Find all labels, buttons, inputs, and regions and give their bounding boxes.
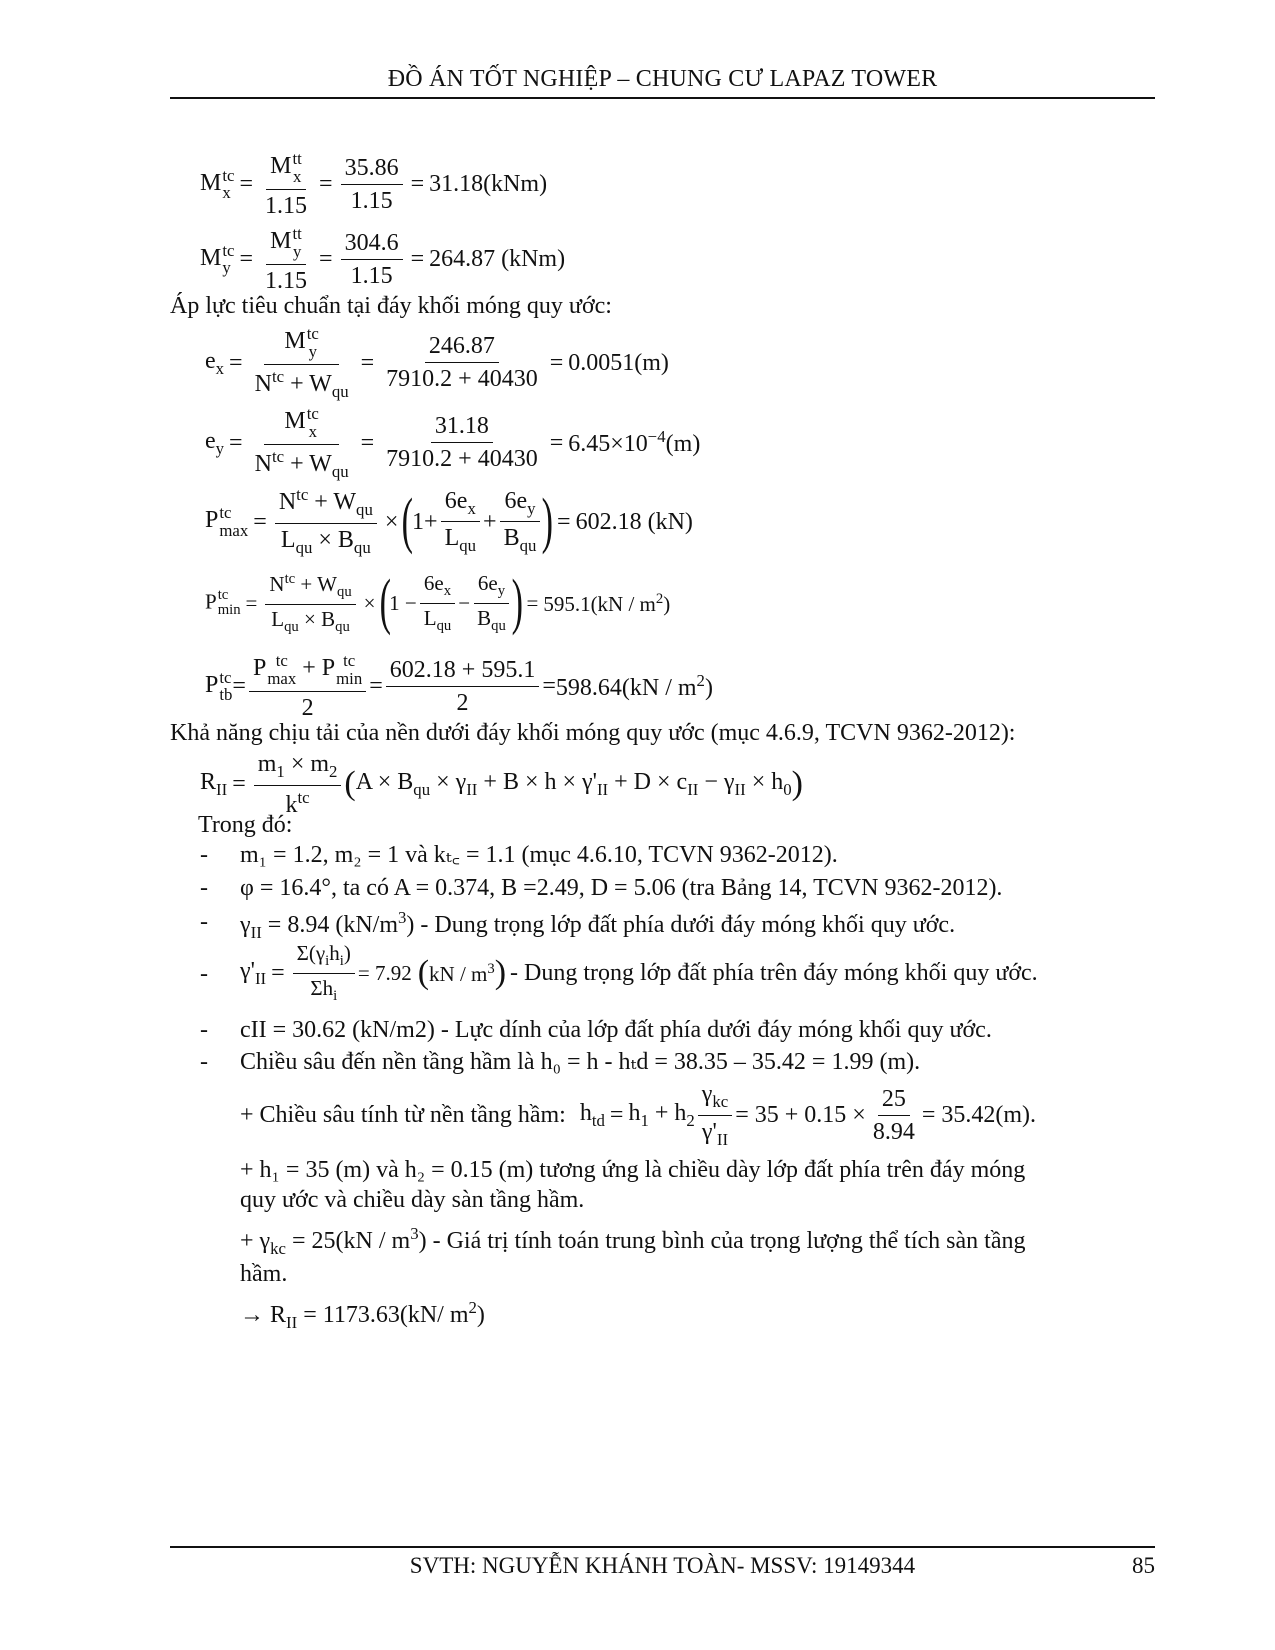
bullet-dash: - (200, 875, 208, 901)
bullet-dash: - (200, 909, 208, 935)
bullet-basement-depth: Chiều sâu đến nền tầng hầm là h₀ = h - hₜd = 38.35 – 35.42 = 1.99 (m). (240, 1049, 921, 1075)
equation-pmin: P tc min = $N^{tc} + W_{qu}$ $L_{qu} \times B_{qu}$ × ( 1 − $6e_x$ $L_{qu}$ − $6e_y$ $B_{qu}$ ) = $595.1(kN / m^2)$ (205, 568, 671, 637)
bullet-dash: - (200, 961, 208, 987)
equation-ptb: P tc tb = P tc max + P tc min 2 = $\frac{602.18 + 595.1}{2}$ = $598.64(kN / m^2)$ (205, 651, 713, 722)
bullet-unit-weight-below: $\gamma_{II} = 8.94$ $(kN/m^3)$ - Dung trọng lớp đất phía dưới đáy móng khối quy ước. (240, 908, 956, 942)
page-header: ĐỒ ÁN TỐT NGHIỆP – CHUNG CƯ LAPAZ TOWER (387, 66, 938, 92)
header-rule (170, 97, 1155, 99)
gamma-kc-text-line2: hầm. (240, 1261, 288, 1287)
final-result-rii: → $R_{II} = 1173.63(kN/$ $m^2$) (240, 1298, 485, 1332)
footer-student-info: SVTH: NGUYỄN KHÁNH TOÀN- MSSV: 19149344 (409, 1553, 916, 1578)
capacity-intro-text: Khả năng chịu tải của nền dưới đáy khối móng quy ước (mục 4.6.9, TCVN 9362-2012): (170, 720, 1016, 746)
bullet-dash: - (200, 842, 208, 868)
equation-htd: + Chiều sâu tính từ nền tầng hầm: $h_{td}$ = $h_1 + h_2$ $\gamma_{kc}$ $\gamma'_{II}$ = 35 + 0.15 × $\frac{25}{8.94}$ = 35.42(m). (240, 1081, 1037, 1149)
equation-ey: $e_y$ = M tc x $N^{tc} + W_{qu}$ = $\frac{31.18}{7910.2 + 40430}$ = $6.45\times 10^{-4}(m)$ (205, 404, 701, 482)
footer-rule (170, 1546, 1155, 1548)
bullet-unit-weight-above: $\gamma'_{II}$ = $\Sigma(\gamma_ih_i)$ $\Sigma h_i$ = 7.92 ( kN / $m^3$ ) - Dung trọng lớp đất phía trên đáy móng khối quy ước. (240, 941, 1038, 1005)
bullet-dash: - (200, 1049, 208, 1075)
bullet-m-coefficients: m₁ = 1.2, m₂ = 1 và kₜ꜀ = 1.1 (mục 4.6.10, TCVN 9362-2012). (240, 842, 838, 868)
equation-mx: M tc x = M tt x 1.15 = $\frac{35.86}{1.15}$ = 31.18(kNm) (200, 149, 548, 220)
equation-ex: $e_x$ = M tc y $N^{tc} + W_{qu}$ = $\frac{246.87}{7910.2 + 40430}$ = 0.0051(m) (205, 324, 669, 402)
where-label: Trong đó: (198, 812, 293, 838)
page-number: 85 (1132, 1553, 1155, 1578)
pressure-intro-text: Áp lực tiêu chuẩn tại đáy khối móng quy ước: (170, 293, 612, 319)
equation-pmax: P tc max = $N^{tc} + W_{qu}$ $L_{qu} \times B_{qu}$ × ( 1+ $6e_x$ $L_{qu}$ + $6e_y$ $B_{qu}$ ) = 602.18 (kN) (205, 485, 693, 557)
bullet-friction-angle: φ = 16.4°, ta có A = 0.374, B =2.49, D = 5.06 (tra Bảng 14, TCVN 9362-2012). (240, 875, 1003, 901)
equation-rii-formula: $R_{II}$ = $m_1 \times m_2$ $k^{tc}$ ( $A \times B_{qu} \times \gamma_{II} + B \times h \times \gamma'_{II} + D \times c_{II} - \gamma_{II} \times h_0$ ) (200, 751, 803, 818)
bullet-cohesion: cII = 30.62 (kN/m2) - Lực dính của lớp đất phía dưới đáy móng khối quy ước. (240, 1017, 992, 1043)
h1-h2-text-line2: quy ước và chiều dày sàn tầng hầm. (240, 1187, 585, 1213)
h1-h2-text-line1: + h₁ = 35 (m) và h₂ = 0.15 (m) tương ứng là chiều dày lớp đất phía trên đáy móng (240, 1157, 1026, 1183)
bullet-dash: - (200, 1017, 208, 1043)
equation-my: M tc y = M tt y 1.15 = $\frac{304.6}{1.15}$ = 264.87 (kNm) (200, 224, 566, 295)
gamma-kc-text-line1: + $\gamma_{kc} = 25(kN / m^3)$ - Giá trị tính toán trung bình của trọng lượng thể tích sàn tầng (240, 1224, 1026, 1258)
